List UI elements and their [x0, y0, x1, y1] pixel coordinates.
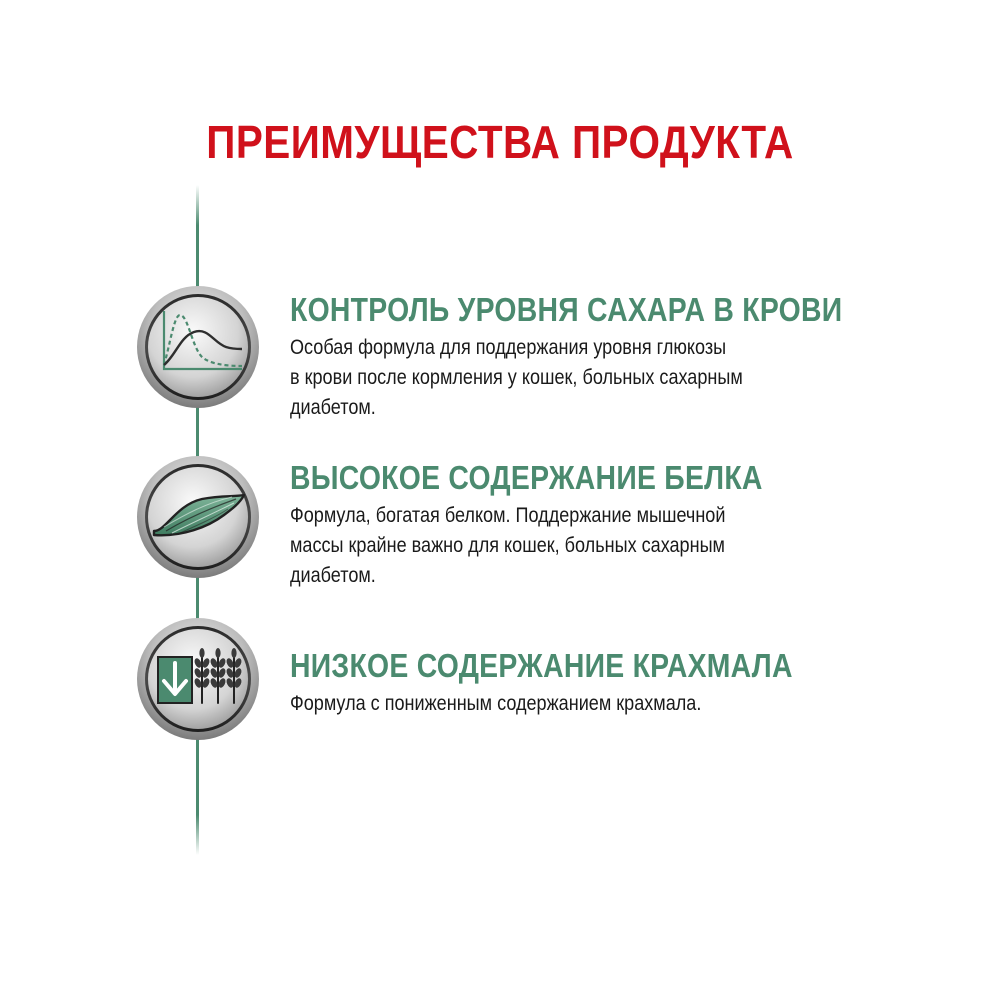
- feature-description: Особая формула для поддержания уровня глюкозы в крови после кормления у кошек, больных сахарным диабетом.: [290, 336, 743, 419]
- glucose-curve-icon: [136, 285, 260, 409]
- feature-description: Формула, богатая белком. Поддержание мышечной массы крайне важно для кошек, больных сахарным диабетом.: [290, 504, 726, 587]
- feature-description: Формула с пониженным содержанием крахмала.: [290, 692, 702, 715]
- feature-heading: ВЫСОКОЕ СОДЕРЖАНИЕ БЕЛКА: [290, 459, 763, 496]
- low-starch-grain-icon: [136, 617, 260, 741]
- feature-heading: КОНТРОЛЬ УРОВНЯ САХАРА В КРОВИ: [290, 291, 843, 328]
- page-title: ПРЕИМУЩЕСТВА ПРОДУКТА: [206, 116, 794, 168]
- feature-heading: НИЗКОЕ СОДЕРЖАНИЕ КРАХМАЛА: [290, 647, 793, 684]
- muscle-icon: [136, 455, 260, 579]
